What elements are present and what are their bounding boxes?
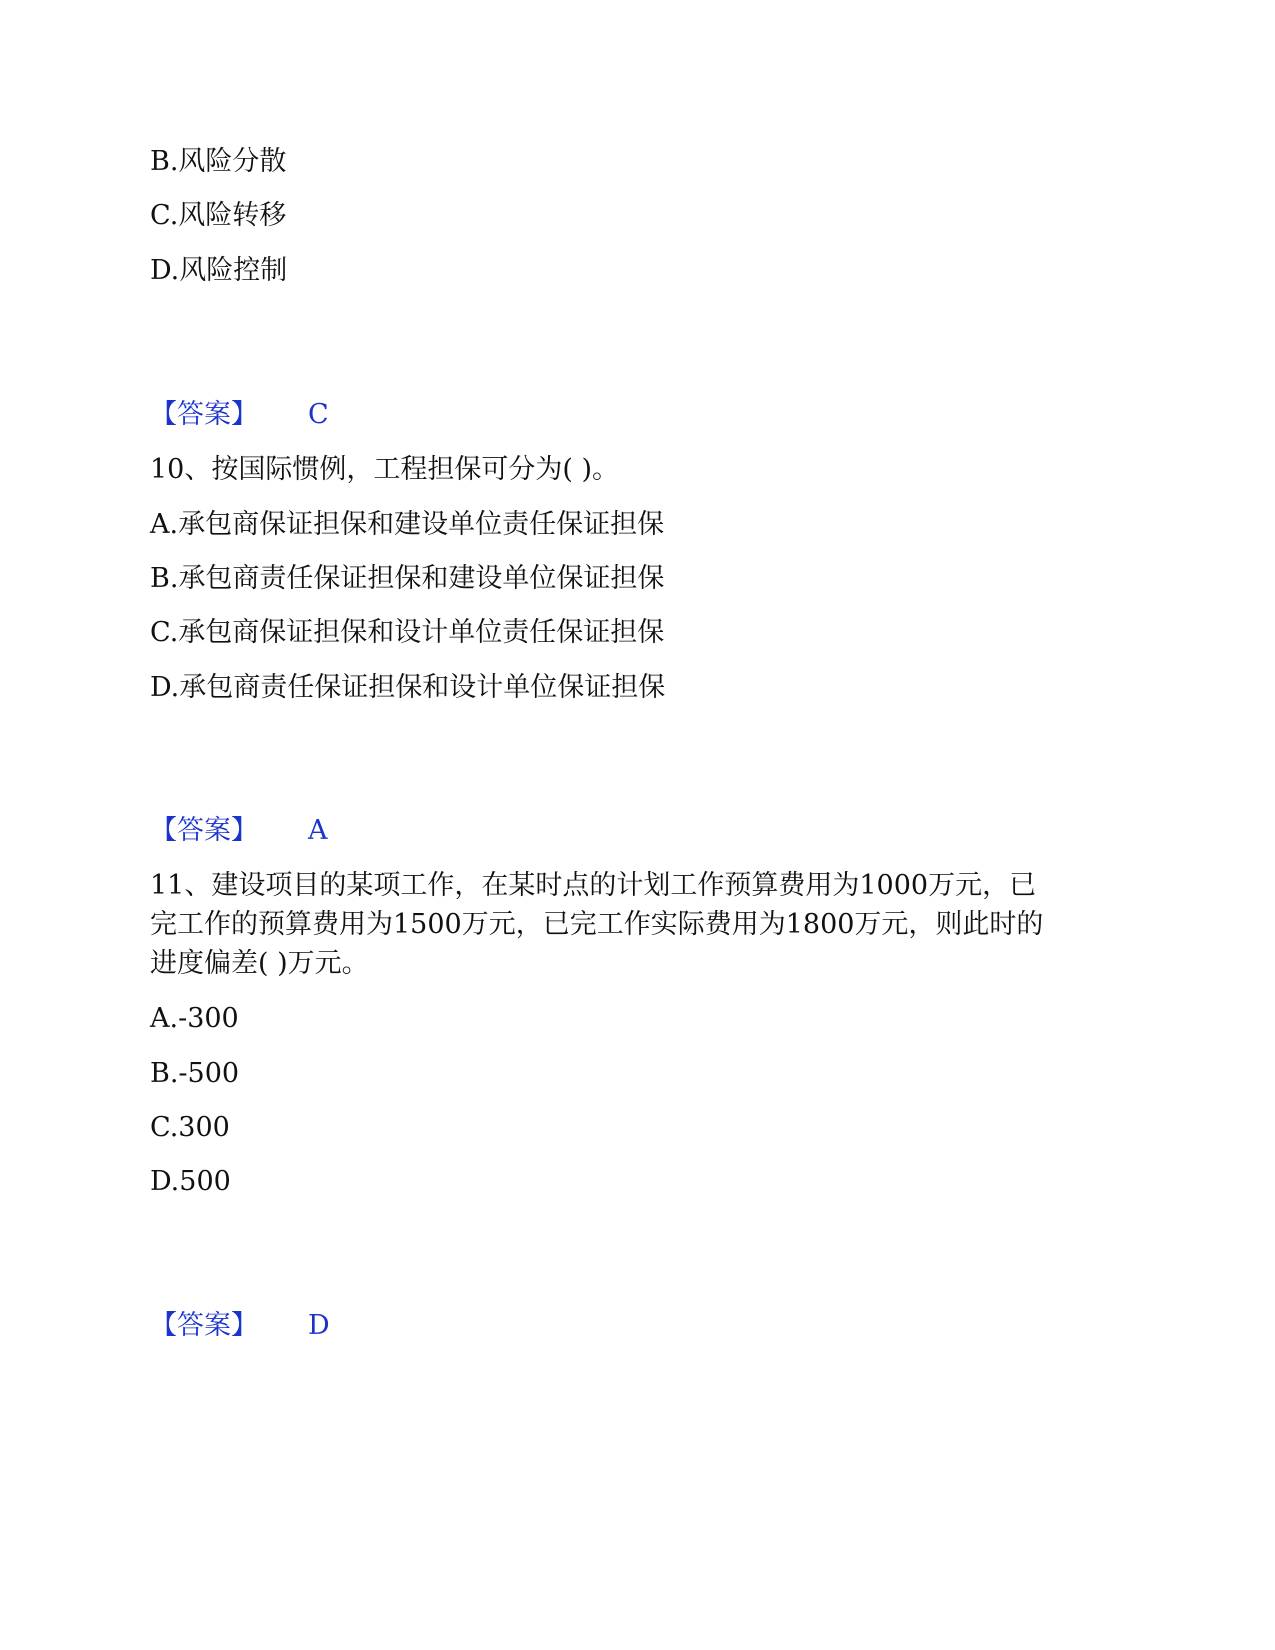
q9-answer bbox=[150, 395, 329, 435]
q10-stem: 10、按国际惯例，工程担保可分为( )。 bbox=[150, 454, 620, 485]
q11-option-c: C.300 bbox=[150, 1112, 230, 1143]
q11-answer-label: 【答案】 bbox=[150, 1310, 258, 1341]
q9-option-d: D.风险控制 bbox=[150, 255, 288, 286]
q11-answer bbox=[150, 1306, 330, 1346]
q9-option-b: B.风险分散 bbox=[150, 146, 287, 177]
q10-option-d: D.承包商责任保证担保和设计单位保证担保 bbox=[150, 672, 666, 703]
q10-answer-value: A bbox=[308, 815, 328, 846]
q11-stem-line-1: 11、建设项目的某项工作，在某时点的计划工作预算费用为1000万元，已 bbox=[150, 870, 1037, 901]
q9-option-c: C.风险转移 bbox=[150, 200, 287, 231]
q11-stem-line-2: 完工作的预算费用为1500万元，已完工作实际费用为1800万元，则此时的 bbox=[150, 909, 1044, 940]
q9-answer-value: C bbox=[308, 399, 329, 430]
q11-option-b: B.-500 bbox=[150, 1058, 240, 1089]
q11-option-d: D.500 bbox=[150, 1166, 231, 1197]
q9-answer-label: 【答案】 bbox=[150, 399, 258, 430]
q10-option-b: B.承包商责任保证担保和建设单位保证担保 bbox=[150, 563, 665, 594]
q11-answer-value: D bbox=[308, 1310, 330, 1341]
q11-stem-line-3: 进度偏差( )万元。 bbox=[150, 948, 369, 979]
q10-answer bbox=[150, 811, 328, 851]
q10-answer-label: 【答案】 bbox=[150, 815, 258, 846]
q10-option-c: C.承包商保证担保和设计单位责任保证担保 bbox=[150, 617, 665, 648]
q10-option-a: A.承包商保证担保和建设单位责任保证担保 bbox=[150, 509, 665, 540]
q11-option-a: A.-300 bbox=[150, 1003, 239, 1034]
